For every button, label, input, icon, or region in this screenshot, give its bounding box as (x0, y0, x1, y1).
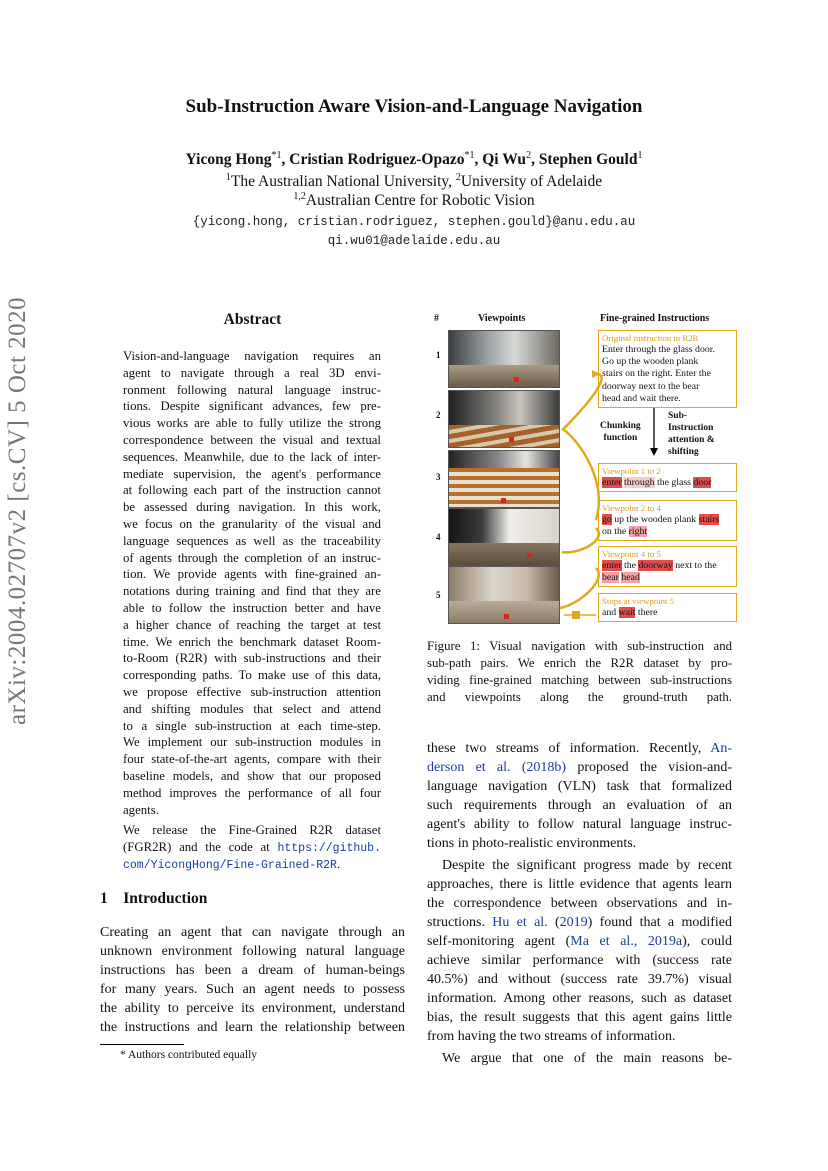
word: through (624, 477, 655, 488)
instruction-line: doorway next to the bear (602, 380, 700, 392)
chunking-text: function (603, 433, 638, 443)
box-title: Stops at viewpoint 5 (602, 596, 675, 606)
abstract-line: be assessed during navigation. In this work, (123, 500, 381, 515)
section-title: Introduction (123, 890, 208, 907)
viewpoint-photo-5 (448, 566, 560, 624)
aff-sup: 1,2 (293, 191, 306, 202)
original-instruction-box (598, 330, 737, 408)
github-link-cont[interactable]: com/YicongHong/Fine-Grained-R2R (123, 859, 337, 872)
body-line: from having the two streams of information. (427, 1029, 676, 1044)
body-line: the ability to perceive its environment, understand (100, 1001, 405, 1016)
release-line-3 (123, 856, 381, 875)
chunking-label (600, 420, 641, 444)
section-number: 1 (100, 890, 108, 907)
word: door (693, 477, 712, 488)
author-sup: *1 (464, 150, 475, 161)
footnote-rule (100, 1044, 184, 1045)
abstract-line: to-Room (R2R) with sub-instructions and their (123, 651, 381, 666)
abstract-line: we focus on the granularity of the visual and (123, 517, 381, 531)
author-sup: 2 (526, 150, 532, 161)
body-line (427, 759, 732, 778)
instruction-line (602, 477, 733, 489)
aff-sup: 2 (455, 172, 461, 183)
abstract-line: of agents through the completion of an instruc- (123, 550, 381, 565)
viewpoint-photo-4 (448, 508, 560, 566)
position-marker (504, 614, 509, 619)
box-title: Viewpoint 2 to 4 (602, 503, 661, 513)
body-line: language navigation (VLN) task that formalized (427, 779, 732, 794)
abstract-line: tions. Despite significant advances, few pre- (123, 399, 381, 414)
abstract-line: We implement our sub-instruction modules in (123, 735, 381, 750)
sub-instruction-box-3 (598, 546, 737, 587)
abstract-line: baseline models, and show that our proposed (123, 769, 381, 783)
body-line: We argue that one of the main reasons be- (442, 1051, 732, 1066)
instruction-line (602, 560, 733, 572)
abstract-line: agent to navigate through a real 3D envi- (123, 365, 381, 380)
box-title: Viewpoint 1 to 2 (602, 466, 661, 476)
down-arrow-icon (648, 408, 660, 458)
citation-link[interactable]: Ma et al., 2019a (570, 934, 683, 949)
abstract-line: ronment following natural language instruc- (123, 382, 381, 397)
footnote: * Authors contributed equally (120, 1049, 258, 1061)
word: next to the (672, 560, 717, 571)
github-link[interactable]: https://github. (277, 842, 381, 855)
arxiv-identifier: arXiv:2004.02707v2 [cs.CV] 5 Oct 2020 (4, 296, 31, 725)
instruction-line: Go up the wooden plank (602, 356, 699, 368)
affiliation-line (0, 172, 828, 191)
position-marker (509, 437, 514, 442)
fig-header-instructions: Fine-grained Instructions (600, 313, 710, 324)
author-name: Cristian Rodriguez-Opazo (289, 151, 465, 169)
instruction-line (602, 572, 733, 584)
instruction-line: Enter through the glass door. (602, 344, 715, 355)
affiliation: Australian Centre for Robotic Vision (305, 192, 535, 210)
text: ) found that a modified (587, 915, 732, 930)
instruction-line: head and wait there. (602, 392, 681, 404)
word: right (628, 526, 648, 538)
sub-label-text: Instruction (668, 423, 714, 433)
word: enter (602, 560, 622, 571)
figure-caption-line: sub-path pairs. We enrich the R2R dataset by pro- (427, 656, 732, 670)
word: the (621, 560, 639, 571)
body-line: unknown environment following natural language (100, 944, 405, 959)
body-line: the instructions and learn the relationship between (100, 1020, 405, 1035)
body-line (427, 914, 732, 933)
fig-header-viewpoints: Viewpoints (478, 313, 526, 324)
body-line: achieve similar performance with (success rate (427, 953, 732, 968)
release-text: (FGR2R) and the code at (123, 840, 278, 854)
abstract-line: tion. We provide agents with fine-grained an- (123, 567, 381, 582)
text: ), could (682, 934, 732, 949)
affiliation-line-2 (0, 191, 828, 210)
citation-link[interactable]: Hu et al. (492, 915, 548, 930)
word: doorway (638, 560, 673, 571)
word: there (635, 607, 658, 618)
row-number: 5 (436, 590, 441, 600)
body-line: information. Among other reasons, such as dataset (427, 991, 732, 1006)
word: on the (602, 526, 629, 538)
abstract-line: a higher chance of reaching the target at test (123, 617, 381, 632)
abstract-line: language sequences as well as the traceability (123, 533, 381, 548)
author-sup: 1 (637, 150, 643, 161)
viewpoint-photo-2 (448, 390, 560, 448)
affiliation: University of Adelaide (460, 173, 603, 191)
citation-link[interactable]: 2019 (559, 915, 588, 930)
word: stairs (698, 514, 720, 525)
abstract-line: we propose effective sub-instruction attention (123, 685, 381, 699)
row-number: 4 (436, 532, 441, 542)
sub-instruction-label (668, 410, 715, 458)
abstract-line: four state-of-the-art agents, compare with their (123, 752, 381, 767)
body-line: the correspondence between observations and in- (427, 896, 732, 911)
abstract-heading: Abstract (223, 311, 282, 328)
body-line (427, 933, 732, 952)
body-line: such requirements through an evaluation of an (427, 798, 732, 813)
body-line: for many years. Such an agent needs to possess (100, 982, 405, 997)
author-name: Qi Wu (482, 151, 527, 169)
chunking-text: Chunking (600, 421, 641, 431)
text: structions. (427, 915, 493, 930)
sub-instruction-box-1 (598, 463, 737, 492)
position-marker (501, 498, 506, 503)
abstract-line: to a single sub-instruction at each time-step. (123, 718, 381, 733)
release-end: . (336, 857, 341, 871)
author-list: Yicong Hong$^{*1}$, Cristian Rodriguez-Opazo$^{*1}$, Qi Wu$^2$, Stephen Gould$^1$ (185, 150, 643, 169)
word: head (621, 572, 640, 584)
abstract-line: and shifting modules that select and attend (123, 701, 381, 716)
abstract-line: correspondence between the visual and textual (123, 433, 381, 447)
figure-1 (428, 310, 738, 630)
abstract-line: at following each part of the instruction cannot (123, 483, 381, 498)
body-line: Despite the significant progress made by recent (442, 858, 732, 873)
text: ( (547, 915, 560, 930)
instruction-line: stairs on the right. Enter the (602, 368, 711, 380)
text: these two streams of information. Recently, (427, 741, 711, 756)
body-line (427, 740, 732, 759)
author-name: Yicong Hong (185, 151, 272, 169)
release-line-1: We release the Fine-Grained R2R dataset (123, 823, 381, 837)
text (511, 760, 522, 775)
section-heading-introduction (100, 890, 207, 908)
abstract-line: sequences. Meanwhile, due to the lack of inter- (123, 449, 381, 464)
body-line: instructions has been a dream of human-beings (100, 963, 405, 978)
abstract-line: time. We enrich the benchmark dataset Room- (123, 634, 381, 649)
instruction-line (602, 514, 733, 526)
position-marker (514, 377, 519, 382)
figure-caption-line: Figure 1: Visual navigation with sub-instruction and (427, 639, 732, 653)
fig-header-num: # (434, 313, 439, 324)
email-adelaide: qi.wu01@adelaide.edu.au (327, 234, 501, 248)
aff-sup: 1 (225, 172, 231, 183)
viewpoint-photo-3 (448, 450, 560, 508)
word: bear (602, 572, 619, 584)
body-line: agent's ability to follow natural language instruc- (427, 817, 732, 832)
box-title: Original instruction in R2R (602, 333, 699, 343)
abstract-line: agents. (123, 802, 159, 817)
abstract-line: corresponding paths. To make use of this data, (123, 668, 381, 683)
body-line: Creating an agent that can navigate through an (100, 925, 405, 940)
text: proposed the vision-and- (566, 760, 733, 775)
citation-link[interactable]: An- (710, 741, 732, 756)
release-line-2 (123, 839, 381, 858)
instruction-line (602, 526, 733, 538)
body-line: tions in photo-realistic environments. (427, 836, 637, 851)
body-line: 40.5%) and without (success rate 39.7%) visual (427, 972, 732, 987)
citation-link[interactable]: derson et al. (427, 760, 511, 775)
sub-label-text: attention & (668, 435, 715, 445)
sub-instruction-box-4 (598, 593, 737, 622)
row-number: 3 (436, 472, 441, 482)
affiliation: The Australian National University, (230, 173, 456, 191)
paper-title: Sub-Instruction Aware Vision-and-Language Navigation (185, 96, 643, 117)
text: self-monitoring agent ( (427, 934, 571, 949)
position-marker (527, 553, 532, 558)
abstract-line: able to follow the instruction better and have (123, 601, 381, 615)
author-name: Stephen Gould (538, 151, 638, 169)
abstract-line: vious works are able to fully utilize the strong (123, 416, 381, 431)
figure-caption-line: viding fine-grained matching between sub-instructions (427, 673, 732, 687)
body-line: bias, the result suggests that this agent gains little (427, 1010, 732, 1025)
word: go (602, 514, 612, 525)
sub-instruction-box-2 (598, 500, 737, 541)
abstract-line: method improves the performance of all four (123, 785, 381, 800)
viewpoint-photo-1 (448, 330, 560, 388)
word: and (602, 607, 619, 618)
body-line: approaches, there is little evidence that agents learn (427, 877, 732, 892)
instruction-line (602, 607, 733, 619)
abstract-line: notations during training and find that they are (123, 584, 381, 599)
citation-link[interactable]: (2018b) (521, 760, 567, 775)
box-title: Viewpoint 4 to 5 (602, 549, 661, 559)
word: wait (618, 607, 636, 618)
abstract-line: Vision-and-language navigation requires an (123, 349, 381, 363)
word: up the wooden plank (611, 514, 699, 525)
sub-label-text: shifting (668, 447, 699, 457)
row-number: 1 (436, 350, 441, 360)
row-number: 2 (436, 410, 441, 420)
abstract-line: mediate supervision, the agent's performance (123, 466, 381, 481)
sub-label-text: Sub- (668, 411, 688, 421)
author-sup: *1 (271, 150, 282, 161)
figure-caption-line: and viewpoints along the ground-truth path. (427, 690, 732, 704)
word: enter (602, 477, 622, 488)
email-anu: {yicong.hong, cristian.rodriguez, stephen.gould}@anu.edu.au (192, 215, 636, 229)
word: the glass (654, 477, 694, 488)
